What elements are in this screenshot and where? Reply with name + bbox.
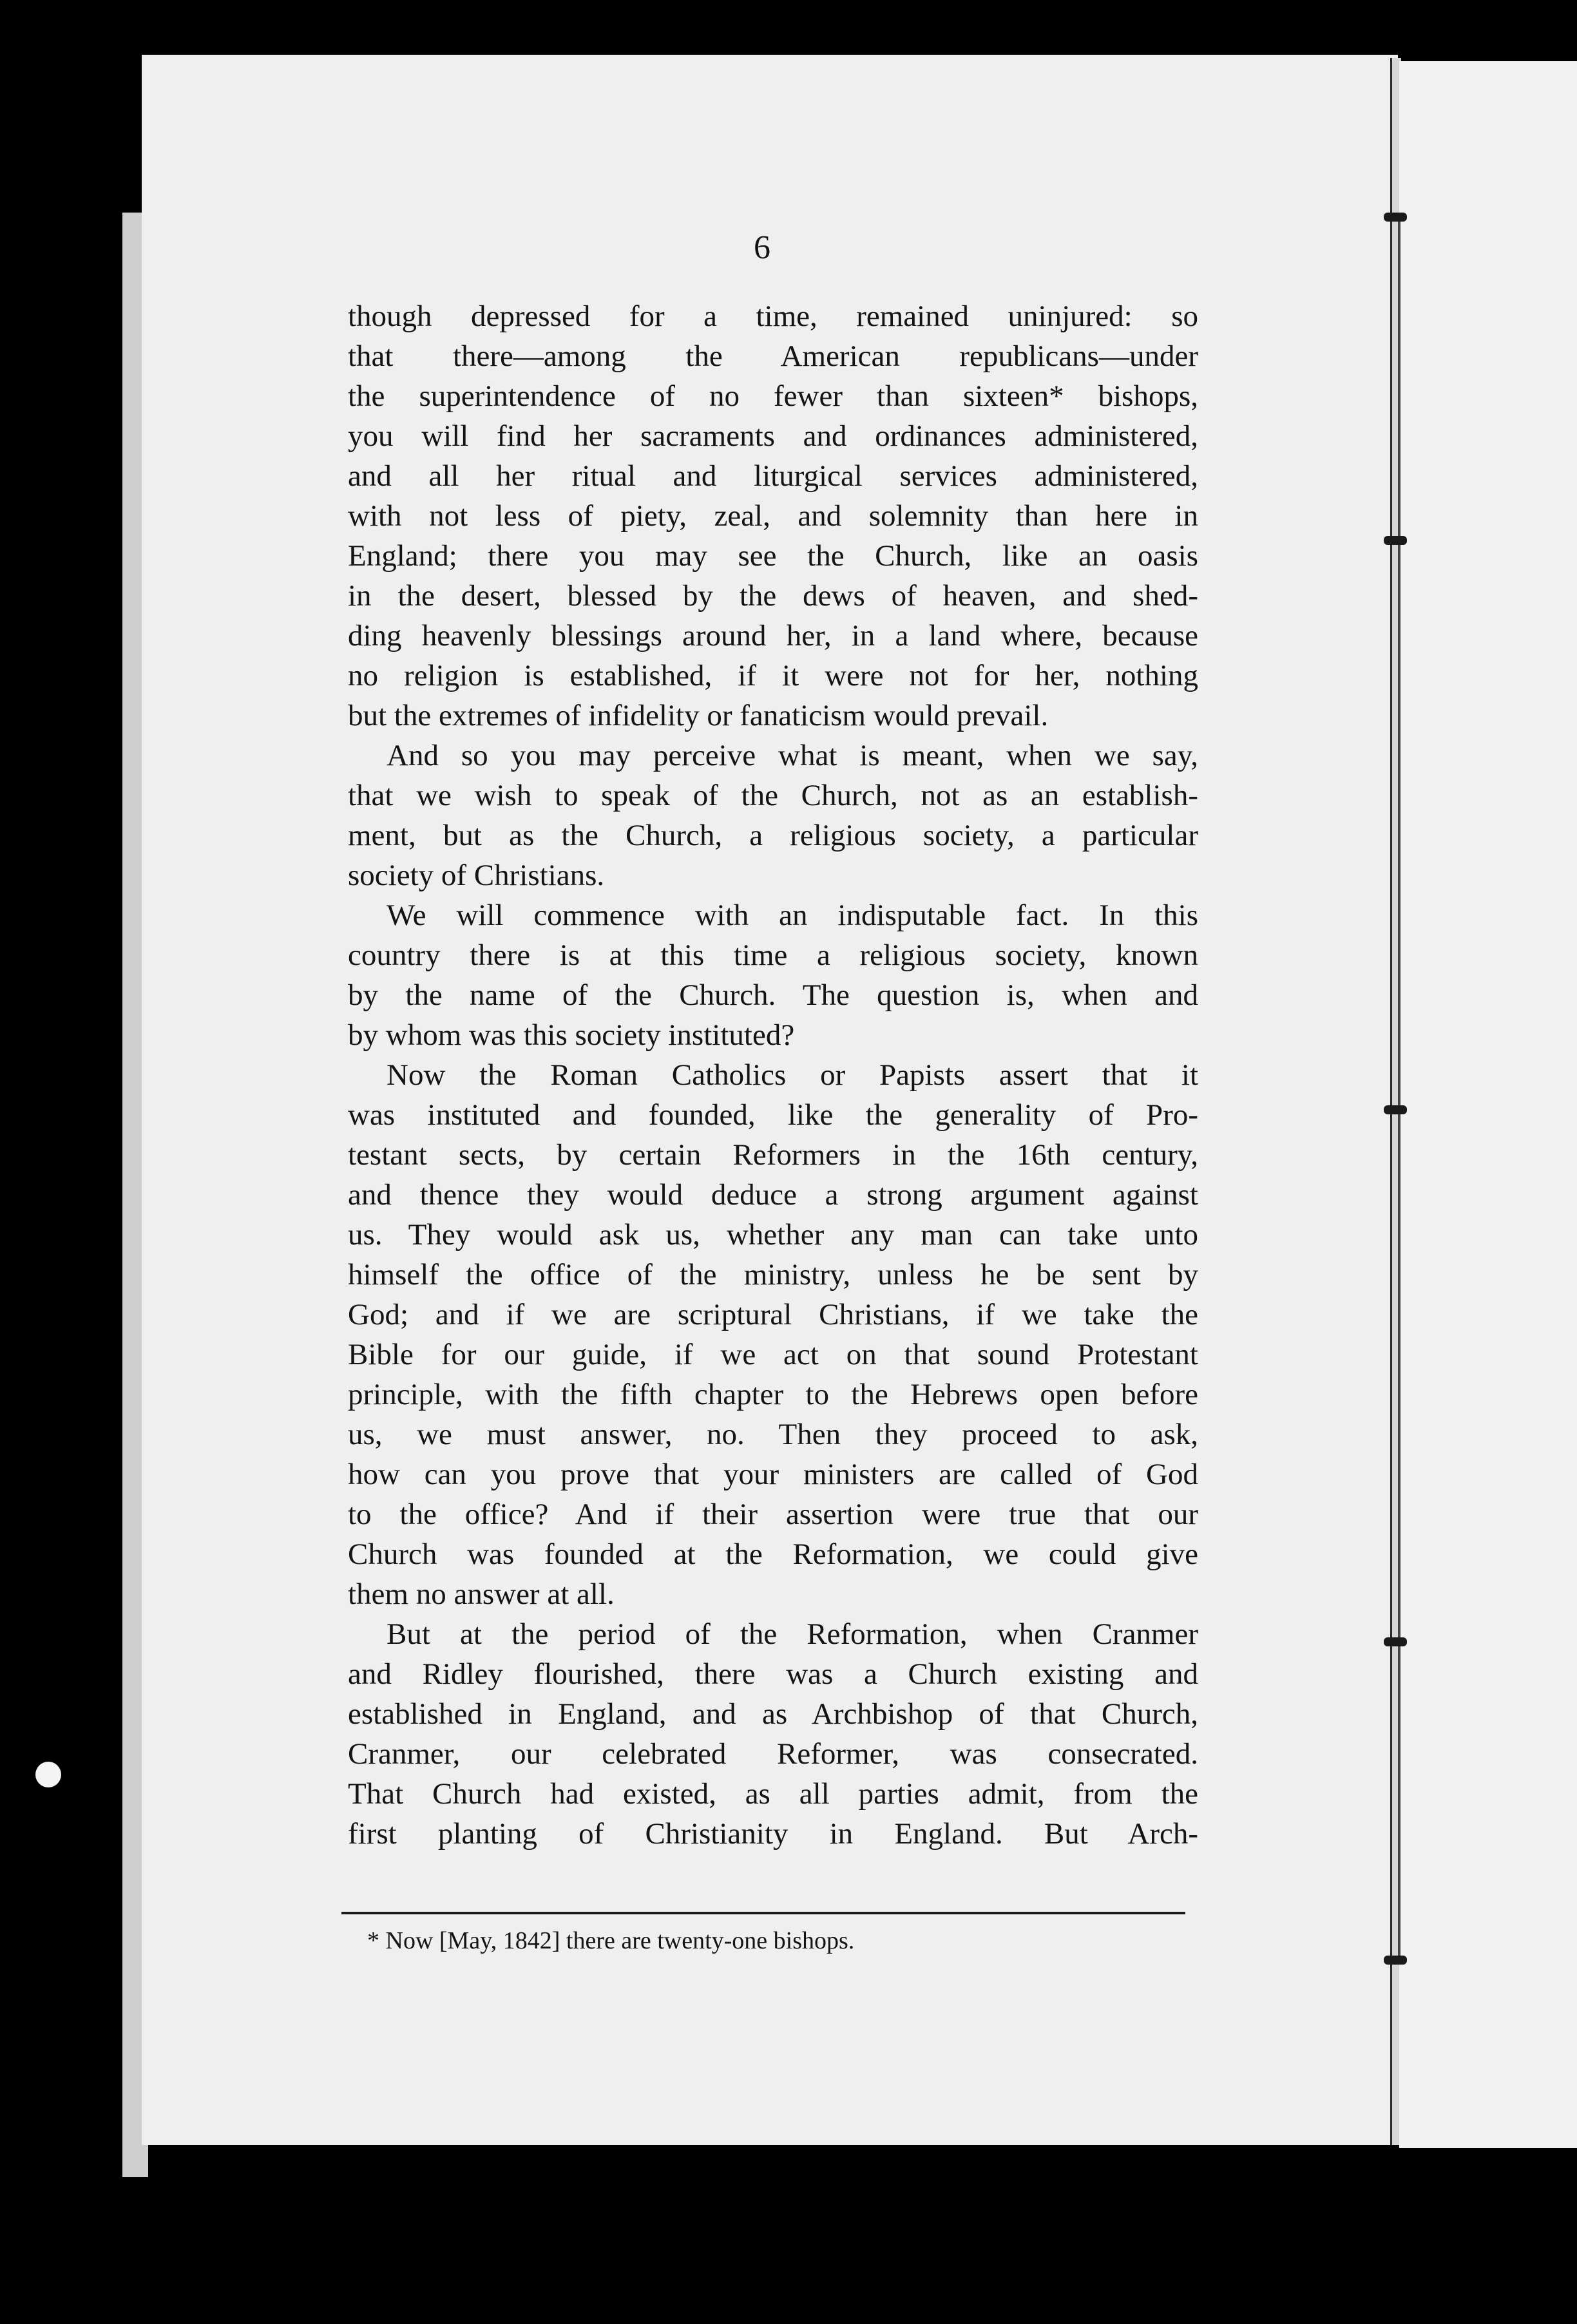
text-line: them no answer at all.: [348, 1577, 615, 1611]
text-line: ment, but as the Church, a religious society, a particular: [348, 819, 1198, 852]
text-line: that there—among the American republicans—under: [348, 339, 1198, 373]
text-line: by whom was this society instituted?: [348, 1018, 795, 1052]
binding-stitch: [1384, 1956, 1407, 1965]
facing-page-edge: [1399, 61, 1577, 2148]
text-line: was instituted and founded, like the generality of Pro-: [348, 1098, 1198, 1132]
text-line: though depressed for a time, remained uninjured: so: [348, 300, 1198, 333]
footnote: * Now [May, 1842] there are twenty-one bishops.: [367, 1927, 855, 1954]
text-line: us, we must answer, no. Then they proceed to ask,: [348, 1418, 1198, 1451]
binding-stitch: [1384, 1105, 1407, 1114]
text-line: himself the office of the ministry, unless he be sent by: [348, 1258, 1198, 1291]
text-line: first planting of Christianity in England. But Arch-: [348, 1817, 1198, 1851]
text-line: England; there you may see the Church, like an oasis: [348, 539, 1198, 573]
text-line: country there is at this time a religious society, known: [348, 938, 1198, 972]
text-line: and all her ritual and liturgical services administered,: [348, 459, 1198, 493]
text-line: Church was founded at the Reformation, we could give: [348, 1538, 1198, 1571]
text-line: Cranmer, our celebrated Reformer, was consecrated.: [348, 1737, 1198, 1771]
text-line: society of Christians.: [348, 859, 605, 892]
binding-stitch: [1384, 1637, 1407, 1646]
text-line: that we wish to speak of the Church, not as an establish-: [348, 779, 1198, 812]
text-line: and thence they would deduce a strong argument against: [348, 1178, 1198, 1212]
text-line: in the desert, blessed by the dews of heaven, and shed-: [348, 579, 1198, 613]
text-line: and Ridley flourished, there was a Church existing and: [348, 1657, 1198, 1691]
text-line: with not less of piety, zeal, and solemnity than here in: [348, 499, 1198, 533]
text-line: ding heavenly blessings around her, in a land where, because: [348, 619, 1198, 652]
binding-thread: [1398, 213, 1400, 1965]
text-line: We will commence with an indisputable fact. In this: [387, 899, 1198, 932]
text-line: That Church had existed, as all parties admit, from the: [348, 1777, 1198, 1811]
text-line: how can you prove that your ministers are called of God: [348, 1458, 1198, 1491]
text-line: testant sects, by certain Reformers in the 16th century,: [348, 1138, 1198, 1172]
binding-stitch: [1384, 213, 1407, 222]
text-line: But at the period of the Reformation, when Cranmer: [387, 1617, 1198, 1651]
binding-stitch: [1384, 536, 1407, 545]
text-line: Now the Roman Catholics or Papists assert that it: [387, 1058, 1198, 1092]
body-text: [348, 219, 1198, 1854]
text-line: the superintendence of no fewer than sixteen* bishops,: [348, 379, 1198, 413]
footnote-rule: [341, 1912, 1185, 1914]
text-line: by the name of the Church. The question is, when and: [348, 978, 1198, 1012]
text-line: Bible for our guide, if we act on that sound Protestant: [348, 1338, 1198, 1371]
scan-speck: [35, 1762, 61, 1787]
text-line: to the office? And if their assertion were true that our: [348, 1498, 1198, 1531]
text-line: you will find her sacraments and ordinances administered,: [348, 419, 1198, 453]
text-line: but the extremes of infidelity or fanaticism would prevail.: [348, 699, 1049, 732]
text-line: established in England, and as Archbishop of that Church,: [348, 1697, 1198, 1731]
text-line: no religion is established, if it were not for her, nothing: [348, 659, 1198, 692]
text-line: And so you may perceive what is meant, when we say,: [387, 739, 1198, 772]
text-line: God; and if we are scriptural Christians, if we take the: [348, 1298, 1198, 1331]
text-line: us. They would ask us, whether any man can take unto: [348, 1218, 1198, 1252]
page-number: 6: [754, 229, 770, 266]
text-line: principle, with the fifth chapter to the Hebrews open before: [348, 1378, 1198, 1411]
